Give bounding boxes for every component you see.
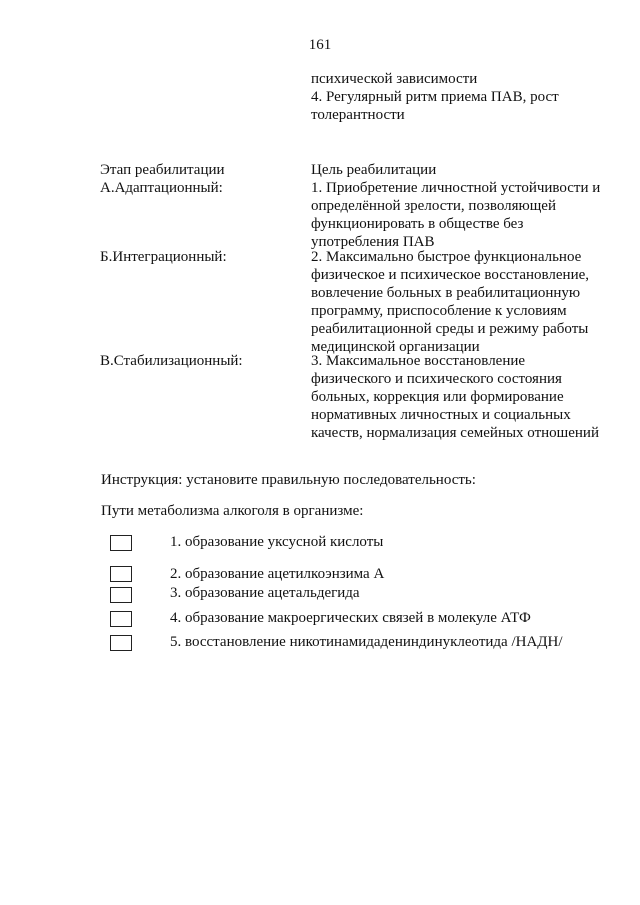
goal-line: нормативных личностных и социальных — [311, 407, 571, 423]
continuation-line: толерантности — [311, 107, 405, 123]
goal-line: физическое и психическое восстановление, — [311, 267, 589, 283]
header-stage: Этап реабилитации — [100, 162, 225, 178]
goal-line: реабилитационной среды и режиму работы — [311, 321, 589, 337]
goal-line: 2. Максимально быстрое функциональное — [311, 249, 582, 265]
goal-line: медицинской организации — [311, 339, 480, 355]
goal-line: программу, приспособление к условиям — [311, 303, 567, 319]
option-4: 4. образование макроергических связей в молекуле АТФ — [170, 610, 531, 626]
answer-checkbox-3[interactable] — [110, 587, 132, 603]
goal-text-a — [311, 179, 600, 251]
goal-line: 1. Приобретение личностной устойчивости и — [311, 180, 601, 196]
goal-line: 3. Максимальное восстановление — [311, 353, 526, 369]
stage-label-a: А.Адаптационный: — [100, 180, 223, 196]
goal-line: употребления ПАВ — [311, 234, 435, 250]
option-2: 2. образование ацетилкоэнзима А — [170, 566, 385, 582]
goal-text-c — [311, 352, 599, 442]
goal-line: определённой зрелости, позволяющей — [311, 198, 556, 214]
option-1: 1. образование уксусной кислоты — [170, 534, 384, 550]
goal-line: физического и психического состояния — [311, 371, 562, 387]
goal-line: функционировать в обществе без — [311, 216, 524, 232]
goal-text-b — [311, 248, 589, 356]
option-3: 3. образование ацетальдегида — [170, 585, 360, 601]
goal-line: больных, коррекция или формирование — [311, 389, 564, 405]
question-text: Пути метаболизма алкоголя в организме: — [101, 503, 364, 519]
header-goal: Цель реабилитации — [311, 162, 437, 178]
goal-line: качеств, нормализация семейных отношений — [311, 425, 599, 441]
answer-checkbox-1[interactable] — [110, 535, 132, 551]
answer-checkbox-5[interactable] — [110, 635, 132, 651]
continuation-line: 4. Регулярный ритм приема ПАВ, рост — [311, 89, 559, 105]
answer-checkbox-2[interactable] — [110, 566, 132, 582]
page-number: 161 — [308, 37, 332, 53]
goal-line: вовлечение больных в реабилитационную — [311, 285, 581, 301]
stage-label-c: В.Стабилизационный: — [100, 353, 243, 369]
continuation-line: психической зависимости — [311, 71, 478, 87]
option-5: 5. восстановление никотинамидадениндинуклеотида /НАДН/ — [170, 634, 563, 650]
instruction-text: Инструкция: установите правильную последовательность: — [101, 472, 476, 488]
stage-label-b: Б.Интеграционный: — [100, 249, 227, 265]
continuation-text — [311, 70, 559, 124]
answer-checkbox-4[interactable] — [110, 611, 132, 627]
